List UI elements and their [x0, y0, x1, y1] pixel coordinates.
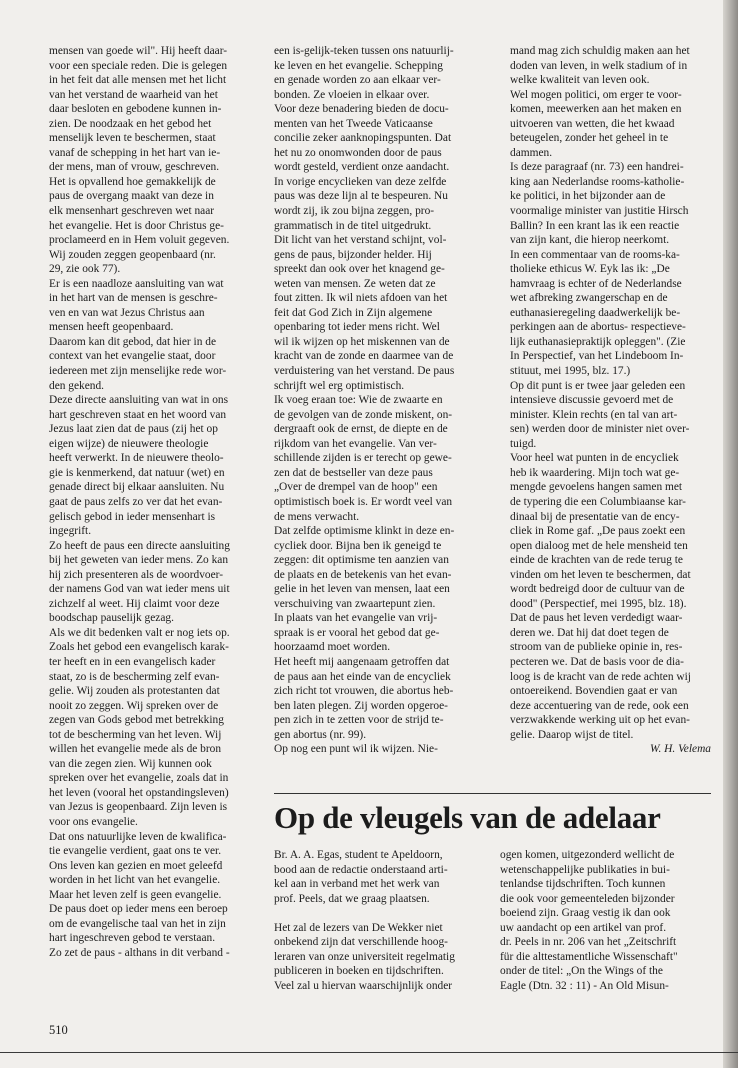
- text-line: mengde gevoelens hangen samen met: [510, 481, 683, 494]
- article-column-1: [49, 44, 271, 960]
- text-line: loog is de kracht van de rede achten wij: [510, 670, 691, 683]
- text-line: spraak is er vooral het gebod dat ge-: [274, 626, 440, 639]
- text-line: rijkdom van het evangelie. Van ver-: [274, 437, 437, 450]
- text-line: gelie. Wij zouden als protestanten dat: [49, 685, 220, 698]
- text-line: hoorzaamd moet worden.: [274, 641, 391, 654]
- text-line: een is-gelijk-teken tussen ons natuurlij-: [274, 45, 454, 57]
- text-line: bij het geweten van ieder mens. Zo kan: [49, 554, 229, 567]
- text-line: ter heeft en in een evangelisch kader: [49, 655, 216, 668]
- text-line: in het feit dat alle mensen met het licht: [49, 74, 227, 87]
- text-line: Eagle (Dtn. 32 : 11) - An Old Misun-: [500, 979, 669, 992]
- text-line: pen zich in te zetten voor de strijd te-: [274, 714, 444, 727]
- text-line: gen abortus (nr. 99).: [274, 728, 367, 741]
- article-headline: Op de vleugels van de adelaar: [274, 800, 661, 835]
- text-line: stituut, mei 1995, blz. 17.): [510, 365, 631, 378]
- text-line: publiceren in boeken en tijdschriften.: [274, 965, 444, 978]
- paragraph-gap: [274, 906, 484, 921]
- text-line: heb ik waardering. Mijn toch wat ge-: [510, 466, 680, 479]
- new-article-body-1: [274, 921, 484, 994]
- text-line: hij zich presenteren als de woordvoer-: [49, 568, 224, 581]
- text-line: der namens God van wat ieder mens uit: [49, 583, 230, 596]
- text-line: de paus aan het einde van de encycliek: [274, 670, 451, 683]
- text-line: verschuiving van zwaartepunt zien.: [274, 597, 436, 610]
- text-line: gelisch gebod in ieder mensenhart is: [49, 510, 216, 523]
- text-line: hart geschreven staat en het woord van: [49, 408, 227, 421]
- text-line: wordt zij, ik zou bijna zeggen, pro-: [274, 205, 435, 218]
- text-line: Ik voeg eraan toe: Wie de zwaarte en: [274, 394, 443, 407]
- text-line: mensen heeft geopenbaard.: [49, 321, 174, 334]
- text-line: tholieke ethicus W. Eyk las ik: „De: [510, 263, 670, 276]
- article-column-3: [510, 44, 711, 757]
- editorial-intro: [274, 848, 484, 906]
- text-line: vinden om het leven te beschermen, dat: [510, 568, 691, 581]
- text-line: uitvoeren van wetten, die het kwaad: [510, 117, 675, 130]
- text-line: In vorige encyclieken van deze zelfde: [274, 175, 447, 188]
- text-line: Maar het leven zelf is geen evangelie.: [49, 888, 222, 901]
- text-line: wet afbreking zwangerschap en de: [510, 292, 668, 305]
- text-line: tot de bescherming van het leven. Wij: [49, 728, 222, 741]
- text-line: einde de krachten van de rede terug te: [510, 554, 683, 567]
- text-line: Ballin? In een krant las ik een reactie: [510, 219, 680, 232]
- text-line: stroom van de publieke opinie in, res-: [510, 641, 683, 654]
- text-line: ingegrift.: [49, 525, 92, 538]
- text-line: dood" (Perspectief, mei 1995, blz. 18).: [510, 597, 687, 610]
- text-line: worden in het licht van het evangelie.: [49, 874, 221, 887]
- text-line: weten van mensen. Ze weten dat ze: [274, 277, 436, 290]
- text-line: boeiend zijn. Graag vestig ik dan ook: [500, 907, 671, 920]
- text-line: Dat ons natuurlijke leven de kwalifica-: [49, 830, 227, 843]
- text-line: willen het evangelie mede als de bron: [49, 743, 222, 756]
- text-line: Als we dit bedenken valt er nog iets op.: [49, 626, 230, 639]
- text-line: voormalige minister van justitie Hirsch: [510, 205, 689, 218]
- text-line: Het zal de lezers van De Wekker niet: [274, 921, 443, 934]
- text-line: Zoals het gebod een evangelisch karak-: [49, 641, 229, 654]
- text-line: gelie. Daarop wijst de titel.: [510, 728, 634, 741]
- text-line: concilie zeker aanknopingspunten. Dat: [274, 132, 452, 145]
- text-line: daar besloten en gebodene kunnen in-: [49, 103, 222, 116]
- text-line: paus was deze lijn al te bespeuren. Nu: [274, 190, 448, 203]
- text-line: het leven (vooral het opstandingsleven): [49, 786, 229, 799]
- text-line: in het hart van de mensen is geschre-: [49, 292, 218, 305]
- text-line: wordt bedreigd door de cultuur van de: [510, 583, 685, 596]
- text-line: tenlandse tijdschriften. Toch kunnen: [500, 878, 666, 891]
- text-line: onbekend zijn dat verschillende hoog-: [274, 936, 448, 949]
- text-line: In plaats van het evangelie van vrij-: [274, 612, 438, 625]
- text-line: prof. Peels, dat we graag plaatsen.: [274, 892, 430, 905]
- text-line: feit dat God Zich in Zijn algemene: [274, 306, 433, 319]
- text-line: king aan Nederlandse rooms-katholie-: [510, 175, 685, 188]
- text-line: beteugelen, zonder het geheel in te: [510, 132, 669, 145]
- text-line: dammen.: [510, 146, 553, 159]
- text-line: perkingen aan de abortus- respectieve-: [510, 321, 686, 334]
- text-line: menselijk leven te beschermen, staat: [49, 132, 216, 145]
- text-line: tie evangelie verdient, gaat ons te ver.: [49, 845, 222, 858]
- text-line: Wel mogen politici, om erger te voor-: [510, 88, 682, 101]
- text-line: gens de paus, bijzonder helder. Hij: [274, 248, 432, 261]
- text-line: voor ons evangelie.: [49, 815, 138, 828]
- article-column-3-text: [510, 44, 711, 742]
- text-line: ke politici, in het bijzonder aan de: [510, 190, 666, 203]
- text-line: gelie in het leven van mensen, laat een: [274, 583, 450, 596]
- page-number: 510: [49, 1023, 68, 1037]
- text-line: paus de overgang maakt van deze in: [49, 190, 214, 203]
- text-line: der mens, man of vrouw, geschreven.: [49, 161, 220, 174]
- text-line: boodschap pauselijk gezag.: [49, 612, 174, 625]
- text-line: Zo heeft de paus een directe aansluiting: [49, 539, 230, 552]
- text-line: de typering die een Columbiaanse kar-: [510, 495, 686, 508]
- text-line: zichzelf al weet. Hij claimt voor deze: [49, 597, 220, 610]
- text-line: van die zegen zien. Wij kunnen ook: [49, 757, 212, 770]
- text-line: grammatisch in de titel uitgedrukt.: [274, 219, 432, 232]
- section-divider: [274, 793, 711, 794]
- text-line: Zo zet de paus - althans in dit verband -: [49, 946, 230, 959]
- text-line: open dialoog met de hele mensheid ten: [510, 539, 688, 552]
- text-line: iedereen met zijn menselijke rede wor-: [49, 365, 227, 378]
- text-line: sen) werden door de minister niet over-: [510, 423, 690, 436]
- text-line: Daarom kan dit gebod, dat hier in de: [49, 335, 217, 348]
- article-column-2: [274, 44, 496, 757]
- text-line: uw aandacht op een artikel van prof.: [500, 921, 667, 934]
- text-line: dr. Peels in nr. 206 van het „Zeitschrift: [500, 936, 677, 949]
- text-line: Voor deze benadering bieden de docu-: [274, 103, 449, 116]
- text-line: ontoereikend. Bovendien gaat er van: [510, 685, 678, 698]
- text-line: verduistering van het verstand. De paus: [274, 365, 455, 378]
- text-line: spreekt dan ook over het knagend ge-: [274, 263, 445, 276]
- text-line: hamvraag is echter of de Nederlandse: [510, 277, 682, 290]
- text-line: proclameerd en in Hem voluit gegeven.: [49, 234, 230, 247]
- text-line: het nu zo onomwonden door de paus: [274, 146, 442, 159]
- text-line: Voor heel wat punten in de encycliek: [510, 452, 679, 465]
- text-line: minister. Klein rechts (en tal van art-: [510, 408, 678, 421]
- text-line: de mens verwacht.: [274, 510, 360, 523]
- text-line: context van het evangelie staat, door: [49, 350, 216, 363]
- text-line: staat, zo is de bescherming zelf evan-: [49, 670, 220, 683]
- text-line: nooit zo zeggen. Wij spreken over de: [49, 699, 219, 712]
- text-line: cliek in Rome gaf. „De paus zoekt een: [510, 525, 686, 538]
- text-line: onder de titel: „On the Wings of the: [500, 965, 663, 978]
- text-line: ben laten plegen. Zij worden opgeroe-: [274, 699, 448, 712]
- text-line: Op nog een punt wil ik wijzen. Nie-: [274, 743, 438, 756]
- text-line: die ook voor gemeenteleden bijzonder: [500, 892, 675, 905]
- text-line: leraren van onze universiteit regelmatig: [274, 950, 455, 963]
- text-line: fout zitten. Ik wil niets afdoen van het: [274, 292, 448, 305]
- text-line: de plaats en de betekenis van het evan-: [274, 568, 452, 581]
- text-line: spreken over het evangelie, zoals dat in: [49, 772, 229, 785]
- text-line: ke leven en het evangelie. Schepping: [274, 59, 443, 72]
- text-line: cycliek door. Bijna ben ik geneigd te: [274, 539, 442, 552]
- text-line: Wij zouden zeggen geopenbaard (nr.: [49, 248, 216, 261]
- text-line: bonden. Ze vloeien in elkaar over.: [274, 88, 430, 101]
- text-line: wetenschappelijke publikaties in bui-: [500, 863, 670, 876]
- text-line: verzwakkende werking uit op het evan-: [510, 714, 690, 727]
- text-line: van zijn kant, die hierop neerkomt.: [510, 234, 670, 247]
- text-line: optimistisch boek is. Er wordt veel van: [274, 495, 453, 508]
- text-line: In Perspectief, van het Lindeboom In-: [510, 350, 684, 363]
- text-line: openbaring tot ieder mens richt. Wel: [274, 321, 440, 334]
- text-line: eigen wijze) de nieuwere theologie: [49, 437, 209, 450]
- text-line: het evangelie. Het is door Christus ge-: [49, 219, 224, 232]
- text-line: van het verstand de waarheid van het: [49, 88, 218, 101]
- text-line: Dat de paus het leven verdedigt waar-: [510, 612, 683, 625]
- text-line: kracht van de zonde en daarmee van de: [274, 350, 454, 363]
- text-line: Br. A. A. Egas, student te Apeldoorn,: [274, 849, 443, 861]
- text-line: zich richt tot vrouwen, die abortus heb-: [274, 685, 454, 698]
- text-line: zien. De noodzaak en het gebod het: [49, 117, 212, 130]
- text-line: komen, meewerken aan het maken en: [510, 103, 682, 116]
- text-line: dergraaft ook de ernst, de diepte en de: [274, 423, 448, 436]
- text-line: den gekend.: [49, 379, 105, 392]
- text-line: Jezus laat zien dat de paus (zij het op: [49, 423, 218, 436]
- text-line: menten van het Tweede Vaticaanse: [274, 117, 433, 130]
- text-line: wil ik wijzen op het miskennen van de: [274, 335, 450, 348]
- new-article-column-2: [500, 848, 711, 993]
- text-line: om de evangelische taal van het in zijn: [49, 917, 226, 930]
- text-line: ogen komen, uitgezonderd wellicht de: [500, 849, 675, 861]
- text-line: Ons leven kan gezien en moet geleefd: [49, 859, 223, 872]
- new-article-column-1: [274, 848, 484, 993]
- text-line: wordt gesteld, verdient onze aandacht.: [274, 161, 450, 174]
- text-line: schrijft wel erg optimistisch.: [274, 379, 405, 392]
- text-line: kel aan in verband met het werk van: [274, 878, 440, 891]
- text-line: voor een speciale reden. Die is gelegen: [49, 59, 228, 72]
- text-line: De paus doet op ieder mens een beroep: [49, 903, 228, 916]
- page-edge-shadow: [723, 0, 738, 1068]
- text-line: welke kwaliteit van leven ook.: [510, 74, 650, 87]
- page-bottom-edge: [0, 1052, 738, 1053]
- text-line: gie is kenmerkend, dat natuur (wet) en: [49, 466, 225, 479]
- text-line: vanaf de schepping in het hart van ie-: [49, 146, 221, 159]
- text-line: Deze directe aansluiting van wat in ons: [49, 394, 229, 407]
- text-line: lijk euthanasiepraktijk opleggen". (Zie: [510, 335, 686, 348]
- text-line: heeft verwerkt. In de nieuwere theolo-: [49, 452, 224, 465]
- text-line: In een commentaar van de rooms-ka-: [510, 248, 680, 261]
- text-line: pecteren we. Dat de basis voor de dia-: [510, 655, 684, 668]
- text-line: Het heeft mij aangenaam getroffen dat: [274, 655, 450, 668]
- text-line: schillende zijden is er terecht op gewe-: [274, 452, 452, 465]
- text-line: bood aan de redactie onderstaand arti-: [274, 863, 448, 876]
- text-line: hart ingeschreven gebod te verstaan.: [49, 932, 216, 945]
- text-line: dinaal bij de presentatie van de ency-: [510, 510, 680, 523]
- text-line: deze accentuering van de rede, ook een: [510, 699, 689, 712]
- text-line: Het is opvallend hoe gemakkelijk de: [49, 175, 216, 188]
- text-line: zegen van Gods gebod met betrekking: [49, 714, 224, 727]
- text-line: intensieve discussie gevoerd met de: [510, 394, 674, 407]
- text-line: Op dit punt is er twee jaar geleden een: [510, 379, 686, 392]
- author-signature: W. H. Velema: [650, 743, 711, 756]
- text-line: en genade worden zo aan elkaar ver-: [274, 74, 441, 87]
- text-line: elk mensenhart geschreven wet naar: [49, 205, 215, 218]
- text-line: gaat de paus zelfs zo ver dat het evan-: [49, 495, 223, 508]
- text-line: van Jezus is geopenbaard. Zijn leven is: [49, 801, 228, 814]
- text-line: de gevolgen van de zonde miskent, on-: [274, 408, 453, 421]
- text-line: Er is een naadloze aansluiting van wat: [49, 277, 224, 290]
- text-line: Dat zelfde optimisme klinkt in deze en-: [274, 525, 455, 538]
- text-line: zen dat de bestseller van deze paus: [274, 466, 433, 479]
- text-line: mensen van goede wil". Hij heeft daar-: [49, 45, 228, 57]
- text-line: ven en van wat Jezus Christus aan: [49, 306, 205, 319]
- text-line: mand mag zich schuldig maken aan het: [510, 45, 690, 57]
- text-line: genade direct bij elkaar aansluiten. Nu: [49, 481, 225, 494]
- text-line: euthanasieregeling daadwerkelijk be-: [510, 306, 681, 319]
- text-line: zeggen: dit optimisme ten aanzien van: [274, 554, 449, 567]
- text-line: Dit licht van het verstand schijnt, vol-: [274, 234, 447, 247]
- text-line: Is deze paragraaf (nr. 73) een handrei-: [510, 161, 684, 174]
- text-line: deren we. Dat hij dat doet tegen de: [510, 626, 669, 639]
- text-line: 29, zie ook 77).: [49, 263, 121, 276]
- text-line: „Over de drempel van de hoop" een: [274, 481, 438, 494]
- text-line: doden van leven, in welk stadium of in: [510, 59, 688, 72]
- text-line: für die alttestamentliche Wissenschaft": [500, 950, 678, 963]
- text-line: Veel zal u hiervan waarschijnlijk onder: [274, 979, 453, 992]
- text-line: tuigd.: [510, 437, 537, 450]
